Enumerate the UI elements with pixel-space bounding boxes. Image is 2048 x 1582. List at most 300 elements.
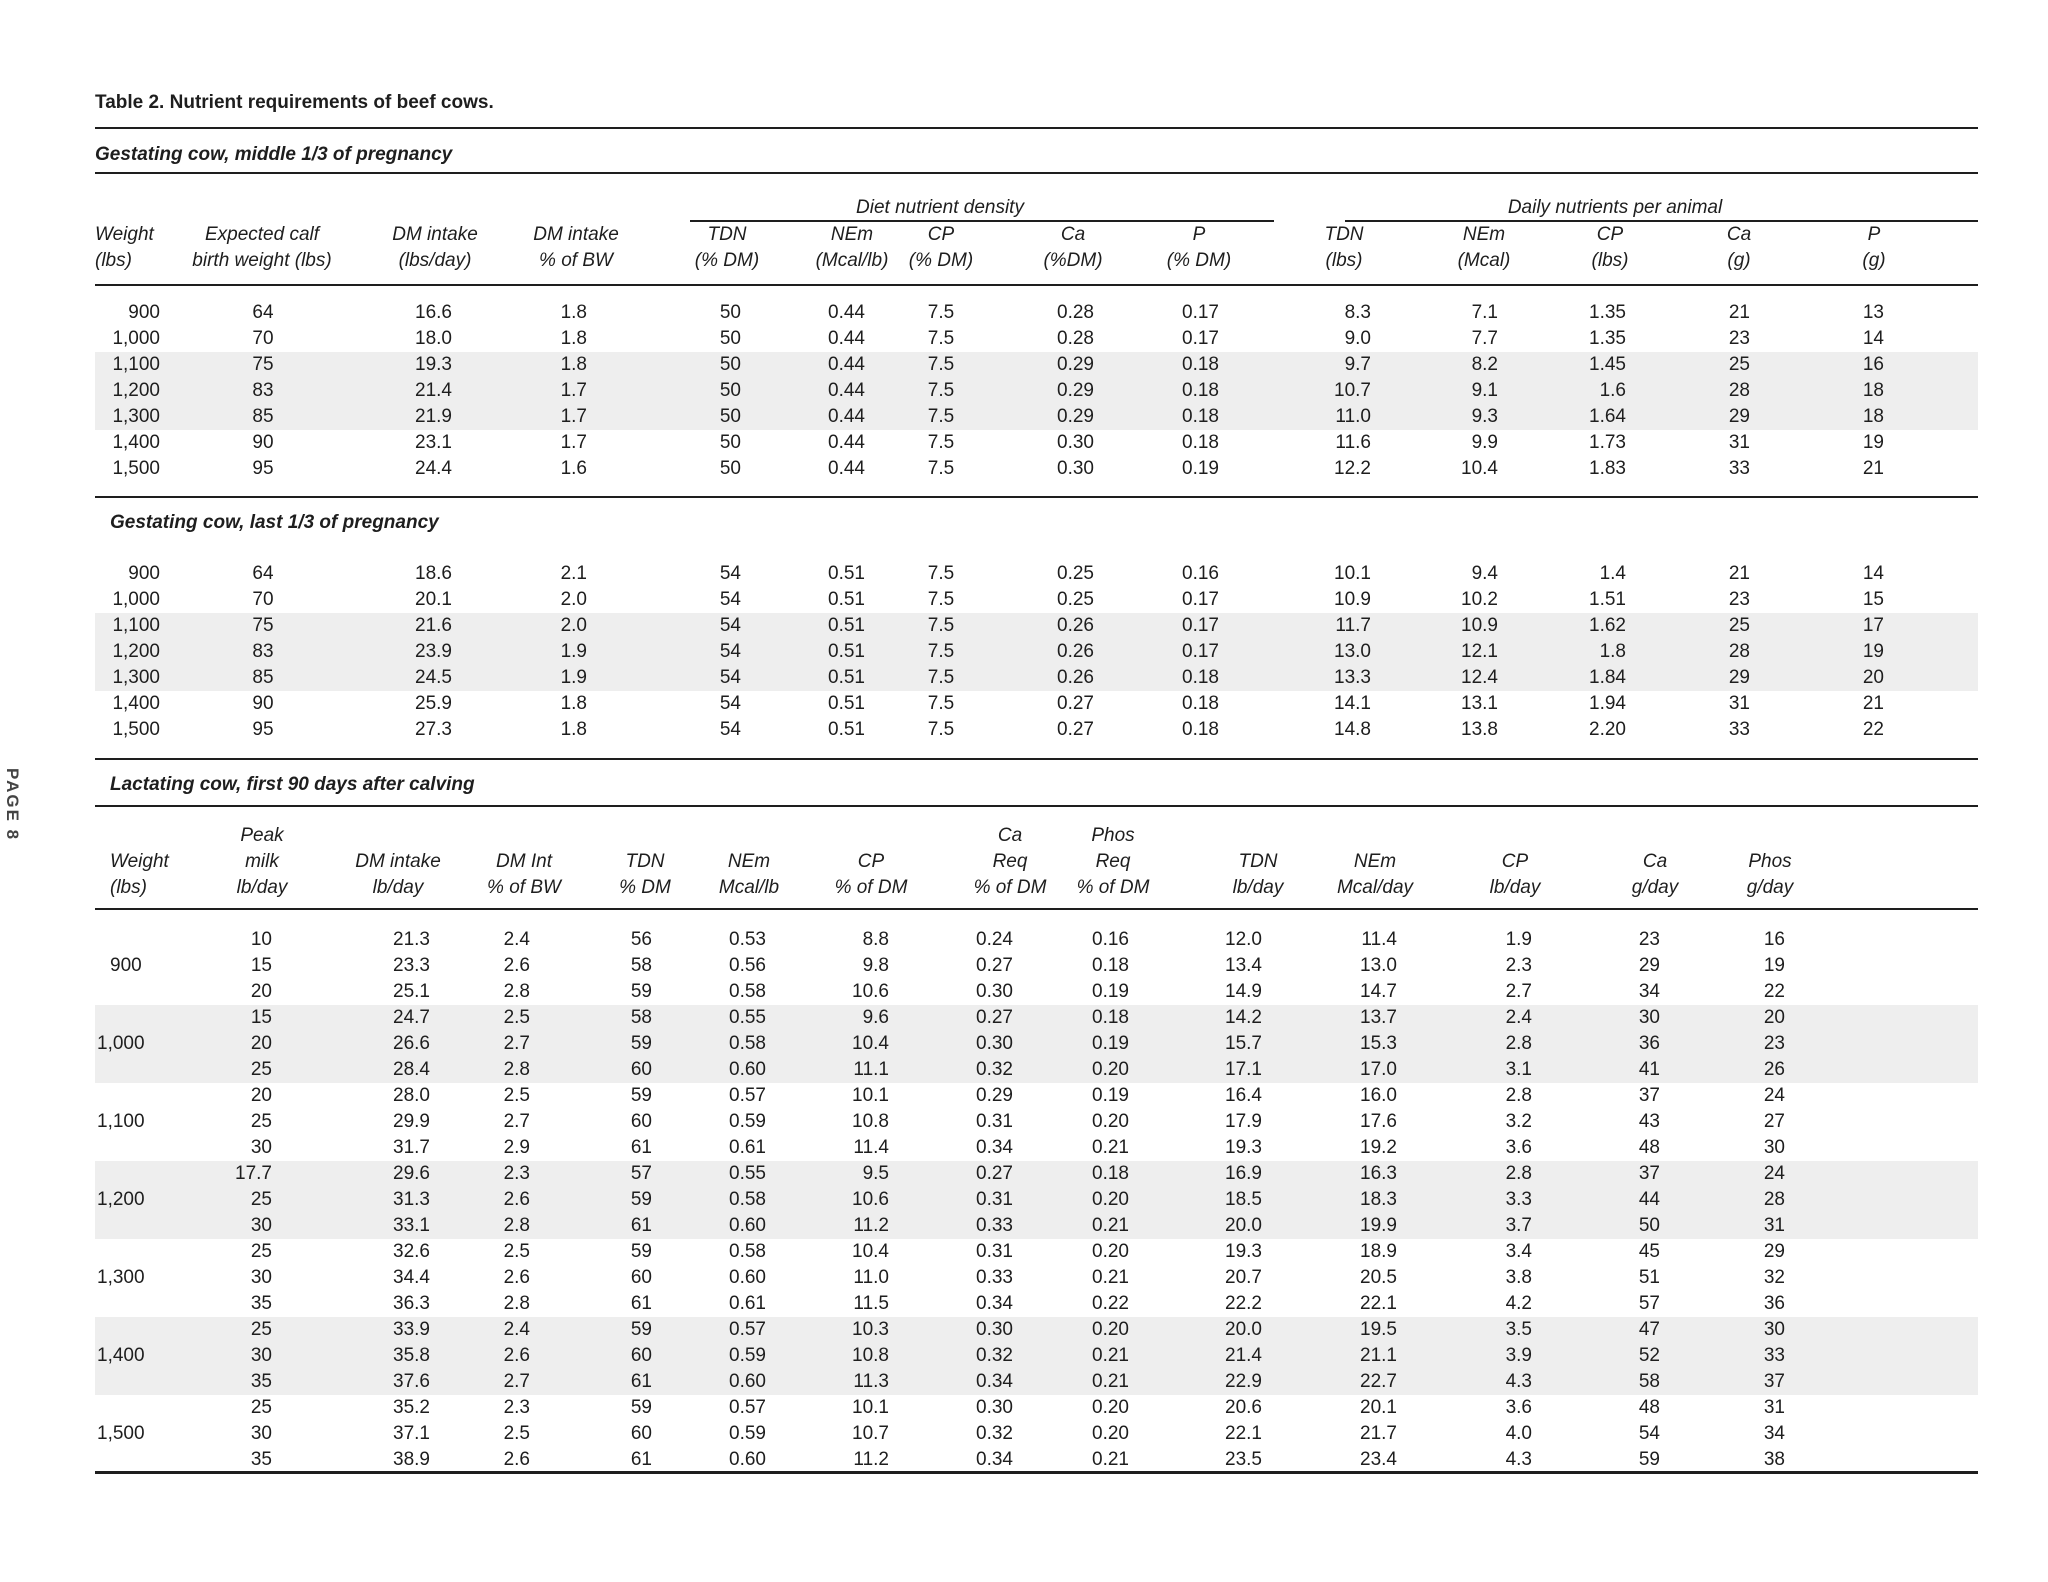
column-header: NEm	[1462, 224, 1506, 245]
table-cell: 1.9	[1505, 929, 1532, 950]
table-cell: 0.18	[1182, 354, 1219, 375]
table-cell: 29	[1728, 406, 1750, 427]
title-rule	[95, 127, 1978, 129]
table-cell: 24	[1763, 1163, 1785, 1184]
table-cell: 9.7	[1344, 354, 1371, 375]
table-cell: 0.60	[729, 1449, 766, 1470]
table-cell: 25.9	[415, 693, 452, 714]
table-cell: 10.4	[852, 1241, 889, 1262]
table-cell: 14.2	[1225, 1007, 1262, 1028]
table-cell: 60	[630, 1111, 652, 1132]
table-cell: 25	[1728, 354, 1750, 375]
table-cell: 37.1	[393, 1423, 430, 1444]
table-cell: 10.7	[1334, 380, 1371, 401]
table-cell: 2.8	[1505, 1033, 1532, 1054]
table-cell: 1.6	[1599, 380, 1626, 401]
table-cell: 30	[250, 1267, 272, 1288]
table-cell: 7.5	[927, 380, 955, 401]
table-cell: 11.4	[853, 1137, 889, 1158]
table-cell: 48	[1638, 1397, 1660, 1418]
table-cell: 1.51	[1589, 589, 1626, 610]
table-cell: 21.1	[1360, 1345, 1397, 1366]
table-row	[95, 587, 1978, 613]
table-row	[95, 927, 1978, 953]
column-header: Req	[992, 851, 1028, 872]
table-cell: 26.6	[393, 1033, 430, 1054]
table-cell: 0.31	[976, 1189, 1013, 1210]
table-cell: 25	[1728, 615, 1750, 636]
table-cell: 2.9	[503, 1137, 530, 1158]
table-cell: 20.6	[1225, 1397, 1262, 1418]
column-header-unit: (lbs)	[1591, 250, 1629, 271]
table-cell: 58	[1638, 1371, 1660, 1392]
table-cell: 25	[250, 1241, 272, 1262]
table-cell: 0.61	[729, 1137, 766, 1158]
table-row	[95, 613, 1978, 639]
table-cell: 0.20	[1092, 1189, 1129, 1210]
column-header: lb/day	[1489, 877, 1541, 898]
table-cell: 1.84	[1589, 667, 1626, 688]
table-cell: 0.18	[1092, 955, 1129, 976]
table-cell: 0.21	[1092, 1449, 1129, 1470]
table-cell: 7.5	[927, 302, 955, 323]
column-header: DM intake	[533, 224, 619, 245]
table-cell: 28	[1728, 641, 1750, 662]
table-cell: 2.4	[503, 929, 530, 950]
table-cell: 0.29	[1057, 354, 1094, 375]
table-row	[95, 1317, 1978, 1343]
table-cell: 0.32	[976, 1423, 1013, 1444]
table-cell: 70	[252, 328, 274, 349]
table-cell: 14	[1862, 563, 1884, 584]
table-cell: 21.6	[415, 615, 452, 636]
table-cell: 2.5	[503, 1007, 530, 1028]
table-cell: 13.1	[1461, 693, 1498, 714]
table-cell: 0.24	[976, 929, 1013, 950]
table-cell: 0.55	[729, 1163, 766, 1184]
table-cell: 15	[1862, 589, 1884, 610]
table-row	[95, 561, 1978, 587]
table-cell: 0.20	[1092, 1241, 1129, 1262]
table-cell: 2.4	[503, 1319, 530, 1340]
table-cell: 2.7	[503, 1111, 530, 1132]
table-cell: 12.4	[1461, 667, 1498, 688]
table-cell: 37	[1638, 1163, 1660, 1184]
section-rule	[95, 758, 1978, 760]
table-cell: 10.1	[1334, 563, 1371, 584]
table-cell: 17.9	[1225, 1111, 1262, 1132]
table-cell: 16.6	[415, 302, 452, 323]
table-cell: 0.51	[828, 589, 865, 610]
table-cell: 50	[719, 458, 741, 479]
table-cell: 19.3	[415, 354, 452, 375]
table-cell: 3.3	[1505, 1189, 1532, 1210]
table-cell: 35	[250, 1293, 272, 1314]
table-cell: 0.20	[1092, 1059, 1129, 1080]
table-cell: 4.3	[1505, 1449, 1532, 1470]
column-header-unit: (Mcal/lb)	[815, 250, 889, 271]
table-cell: 2.0	[560, 589, 587, 610]
table-cell: 22.1	[1360, 1293, 1397, 1314]
table-cell: 20	[1862, 667, 1884, 688]
table-cell: 17.1	[1225, 1059, 1262, 1080]
table-cell: 54	[719, 693, 741, 714]
table-cell: 1,000	[112, 589, 160, 610]
table-cell: 0.21	[1092, 1371, 1129, 1392]
table-cell: 12.0	[1225, 929, 1262, 950]
table-cell: 1.9	[560, 667, 587, 688]
column-header: Expected calf	[204, 224, 320, 245]
table-cell: 21.3	[393, 929, 430, 950]
table-row	[95, 665, 1978, 691]
table-cell: 23	[1728, 328, 1750, 349]
table-cell: 54	[719, 641, 741, 662]
section-rule	[95, 496, 1978, 498]
weight-label: 1,500	[97, 1423, 145, 1444]
column-header: Ca	[1060, 224, 1086, 245]
table-cell: 16.9	[1225, 1163, 1262, 1184]
column-header: P	[1867, 224, 1881, 245]
table-cell: 30	[1763, 1319, 1785, 1340]
table-cell: 3.5	[1505, 1319, 1532, 1340]
table-row	[95, 639, 1978, 665]
table-cell: 61	[630, 1371, 652, 1392]
table-cell: 0.58	[729, 1189, 766, 1210]
table-cell: 23	[1638, 929, 1660, 950]
table-cell: 1.9	[560, 641, 587, 662]
table-cell: 4.3	[1505, 1371, 1532, 1392]
table-cell: 1,100	[112, 354, 160, 375]
table-cell: 22	[1862, 719, 1884, 740]
table-cell: 41	[1638, 1059, 1660, 1080]
table-cell: 30	[250, 1345, 272, 1366]
table-cell: 14.1	[1334, 693, 1371, 714]
table-cell: 33	[1728, 458, 1750, 479]
table-cell: 25	[250, 1397, 272, 1418]
table-cell: 0.59	[729, 1345, 766, 1366]
table-cell: 1,100	[112, 615, 160, 636]
table-row	[95, 326, 1978, 352]
table-cell: 50	[719, 432, 741, 453]
table-cell: 31	[1763, 1397, 1785, 1418]
table-cell: 0.18	[1182, 432, 1219, 453]
table-cell: 29.6	[393, 1163, 430, 1184]
table-cell: 70	[252, 589, 274, 610]
table-cell: 17.7	[235, 1163, 272, 1184]
table-cell: 36	[1638, 1033, 1660, 1054]
column-header: Ca	[997, 825, 1023, 846]
table-cell: 27.3	[415, 719, 452, 740]
group-header-diet-density: Diet nutrient density	[856, 197, 1024, 218]
table-cell: 0.19	[1092, 1085, 1129, 1106]
table-cell: 1.7	[560, 406, 587, 427]
table-cell: 18.0	[415, 328, 452, 349]
table-cell: 95	[252, 458, 274, 479]
page-label: PAGE 8	[3, 768, 22, 842]
table-row	[95, 979, 1978, 1005]
section-title: Gestating cow, middle 1/3 of pregnancy	[95, 144, 453, 165]
table-cell: 83	[252, 641, 274, 662]
table-cell: 17.0	[1360, 1059, 1397, 1080]
table-cell: 19.9	[1360, 1215, 1397, 1236]
table-cell: 19	[1862, 641, 1884, 662]
table-row	[95, 1161, 1978, 1187]
table-cell: 9.0	[1344, 328, 1371, 349]
table-cell: 0.19	[1182, 458, 1219, 479]
table-cell: 22.1	[1225, 1423, 1262, 1444]
column-header-unit: (g)	[1727, 250, 1751, 271]
table-cell: 0.55	[729, 1007, 766, 1028]
table-cell: 54	[719, 667, 741, 688]
table-cell: 34	[1638, 981, 1660, 1002]
table-cell: 0.26	[1057, 641, 1094, 662]
column-header: % of BW	[487, 877, 561, 898]
table-cell: 3.2	[1505, 1111, 1532, 1132]
table-cell: 0.21	[1092, 1215, 1129, 1236]
column-header-unit: (lbs)	[95, 250, 132, 271]
table-cell: 0.60	[729, 1267, 766, 1288]
table-cell: 0.32	[976, 1345, 1013, 1366]
group-rule-diet	[690, 220, 1274, 222]
table-cell: 14.8	[1334, 719, 1371, 740]
table-cell: 10.4	[1461, 458, 1498, 479]
table-cell: 21.4	[415, 380, 452, 401]
table-cell: 0.30	[976, 1397, 1013, 1418]
table-cell: 21	[1862, 458, 1884, 479]
table-cell: 2.0	[560, 615, 587, 636]
column-header-unit: (% DM)	[908, 250, 974, 271]
column-header: DM intake	[355, 851, 441, 872]
table-cell: 7.5	[927, 328, 955, 349]
table-cell: 2.3	[503, 1163, 530, 1184]
table-row	[95, 1395, 1978, 1421]
table-cell: 0.56	[729, 955, 766, 976]
table-cell: 75	[252, 354, 274, 375]
table-cell: 2.6	[503, 1189, 530, 1210]
table-cell: 2.7	[1505, 981, 1532, 1002]
table-cell: 11.2	[853, 1449, 889, 1470]
table-cell: 54	[1638, 1423, 1660, 1444]
table-cell: 1.8	[1599, 641, 1626, 662]
column-header: Ca	[1726, 224, 1752, 245]
table-cell: 50	[719, 380, 741, 401]
table-cell: 30	[250, 1423, 272, 1444]
table-cell: 11.0	[1335, 406, 1371, 427]
table-cell: 21.4	[1225, 1345, 1262, 1366]
table-cell: 0.51	[828, 563, 865, 584]
table-cell: 10.8	[852, 1111, 889, 1132]
table-cell: 0.27	[976, 1007, 1013, 1028]
table-cell: 7.5	[927, 354, 955, 375]
table-cell: 60	[630, 1345, 652, 1366]
header-rule	[95, 284, 1978, 286]
table-cell: 61	[630, 1137, 652, 1158]
table-cell: 9.6	[862, 1007, 889, 1028]
table-cell: 75	[252, 615, 274, 636]
table-cell: 2.5	[503, 1423, 530, 1444]
table-cell: 2.8	[503, 1215, 530, 1236]
table-cell: 0.26	[1057, 667, 1094, 688]
column-header: lb/day	[1232, 877, 1284, 898]
table-cell: 14.9	[1225, 981, 1262, 1002]
table-cell: 44	[1638, 1189, 1660, 1210]
table-cell: 0.25	[1057, 563, 1094, 584]
table-row	[95, 1421, 1978, 1447]
table-cell: 3.6	[1505, 1137, 1532, 1158]
table-cell: 0.29	[1057, 380, 1094, 401]
table-cell: 28.4	[393, 1059, 430, 1080]
table-cell: 13.0	[1360, 955, 1397, 976]
table-cell: 18.6	[415, 563, 452, 584]
table-cell: 20	[250, 1033, 272, 1054]
table-cell: 60	[630, 1423, 652, 1444]
table-cell: 29	[1763, 1241, 1785, 1262]
table-cell: 0.20	[1092, 1397, 1129, 1418]
table-row	[95, 1083, 1978, 1109]
table-cell: 1,200	[112, 380, 160, 401]
table-cell: 90	[252, 693, 274, 714]
column-header: CP	[1596, 224, 1624, 245]
column-header: Weight	[110, 851, 169, 872]
column-header: TDN	[707, 224, 747, 245]
column-header-unit: (Mcal)	[1457, 250, 1511, 271]
table-cell: 0.34	[976, 1137, 1013, 1158]
table-cell: 0.51	[828, 641, 865, 662]
table-cell: 20.1	[415, 589, 452, 610]
table-cell: 1,300	[112, 406, 160, 427]
table-cell: 0.59	[729, 1111, 766, 1132]
table-cell: 23.3	[393, 955, 430, 976]
table-row	[95, 1265, 1978, 1291]
table-cell: 0.27	[1057, 693, 1094, 714]
table-cell: 24	[1763, 1085, 1785, 1106]
table-cell: 2.6	[503, 1345, 530, 1366]
column-header: % of DM	[973, 877, 1047, 898]
table-cell: 19	[1763, 955, 1785, 976]
table-cell: 0.44	[828, 354, 865, 375]
table-cell: 20	[250, 981, 272, 1002]
table-cell: 2.8	[1505, 1163, 1532, 1184]
table-cell: 2.8	[503, 1059, 530, 1080]
table-cell: 30	[250, 1137, 272, 1158]
table-cell: 28	[1763, 1189, 1785, 1210]
column-header: DM Int	[496, 851, 552, 872]
table-cell: 0.21	[1092, 1267, 1129, 1288]
table-cell: 2.7	[503, 1371, 530, 1392]
table-cell: 0.53	[729, 929, 766, 950]
table-cell: 10.1	[852, 1397, 889, 1418]
group-header-daily-nutrients: Daily nutrients per animal	[1507, 197, 1723, 218]
table-row	[95, 352, 1978, 378]
table-cell: 18.9	[1360, 1241, 1397, 1262]
table-cell: 7.5	[927, 719, 955, 740]
column-header: Peak	[240, 825, 284, 846]
table-cell: 1.83	[1589, 458, 1626, 479]
column-header: CP	[857, 851, 885, 872]
table-cell: 0.57	[729, 1319, 766, 1340]
table-cell: 31.7	[393, 1137, 430, 1158]
table-row	[95, 456, 1978, 482]
table-cell: 0.30	[976, 1033, 1013, 1054]
table-cell: 2.5	[503, 1241, 530, 1262]
table-cell: 36	[1763, 1293, 1785, 1314]
table-cell: 0.44	[828, 302, 865, 323]
table-cell: 7.5	[927, 693, 955, 714]
table-cell: 0.21	[1092, 1137, 1129, 1158]
table-cell: 52	[1638, 1345, 1660, 1366]
table-cell: 45	[1638, 1241, 1660, 1262]
table-cell: 7.5	[927, 667, 955, 688]
weight-label: 1,200	[97, 1189, 145, 1210]
table-cell: 85	[252, 406, 274, 427]
column-header: (lbs)	[110, 877, 147, 898]
table-cell: 58	[630, 955, 652, 976]
table-cell: 0.31	[976, 1111, 1013, 1132]
table-cell: 20.5	[1360, 1267, 1397, 1288]
table-cell: 34.4	[393, 1267, 430, 1288]
table-cell: 1.64	[1589, 406, 1626, 427]
column-header: Ca	[1642, 851, 1668, 872]
table-cell: 2.6	[503, 1267, 530, 1288]
table-row	[95, 1213, 1978, 1239]
table-cell: 29	[1728, 667, 1750, 688]
table-cell: 22.2	[1225, 1293, 1262, 1314]
table-cell: 0.17	[1182, 589, 1219, 610]
table-cell: 18	[1862, 406, 1884, 427]
table-cell: 19.2	[1360, 1137, 1397, 1158]
column-header-unit: (g)	[1862, 250, 1886, 271]
table-cell: 10.6	[852, 1189, 889, 1210]
table-cell: 0.17	[1182, 641, 1219, 662]
column-header: Phos	[1748, 851, 1792, 872]
table-cell: 0.60	[729, 1059, 766, 1080]
table-cell: 59	[630, 981, 652, 1002]
table-cell: 22	[1763, 981, 1785, 1002]
table-cell: 35.8	[393, 1345, 430, 1366]
table-cell: 10.7	[852, 1423, 889, 1444]
table-cell: 0.20	[1092, 1423, 1129, 1444]
table-cell: 1.62	[1589, 615, 1626, 636]
table-cell: 19.3	[1225, 1137, 1262, 1158]
table-cell: 95	[252, 719, 274, 740]
table-cell: 21	[1862, 693, 1884, 714]
table-cell: 61	[630, 1215, 652, 1236]
table-cell: 20.0	[1225, 1319, 1262, 1340]
table-cell: 26	[1763, 1059, 1785, 1080]
table-cell: 20	[250, 1085, 272, 1106]
table-cell: 0.19	[1092, 981, 1129, 1002]
table-cell: 0.51	[828, 719, 865, 740]
column-header: CP	[927, 224, 955, 245]
table-cell: 0.30	[976, 981, 1013, 1002]
table-cell: 0.22	[1092, 1293, 1129, 1314]
table-cell: 4.2	[1505, 1293, 1532, 1314]
table-row	[95, 1369, 1978, 1395]
column-header-unit: (%DM)	[1043, 250, 1103, 271]
table-row	[95, 717, 1978, 743]
table-cell: 2.20	[1589, 719, 1626, 740]
table-cell: 32.6	[393, 1241, 430, 1262]
table-cell: 61	[630, 1293, 652, 1314]
table-cell: 31	[1763, 1215, 1785, 1236]
table-cell: 0.30	[1057, 432, 1094, 453]
table-cell: 35	[250, 1449, 272, 1470]
table-cell: 0.60	[729, 1371, 766, 1392]
table-row	[95, 1343, 1978, 1369]
table-cell: 30	[1763, 1137, 1785, 1158]
table-cell: 0.28	[1057, 302, 1094, 323]
table-cell: 37	[1763, 1371, 1785, 1392]
